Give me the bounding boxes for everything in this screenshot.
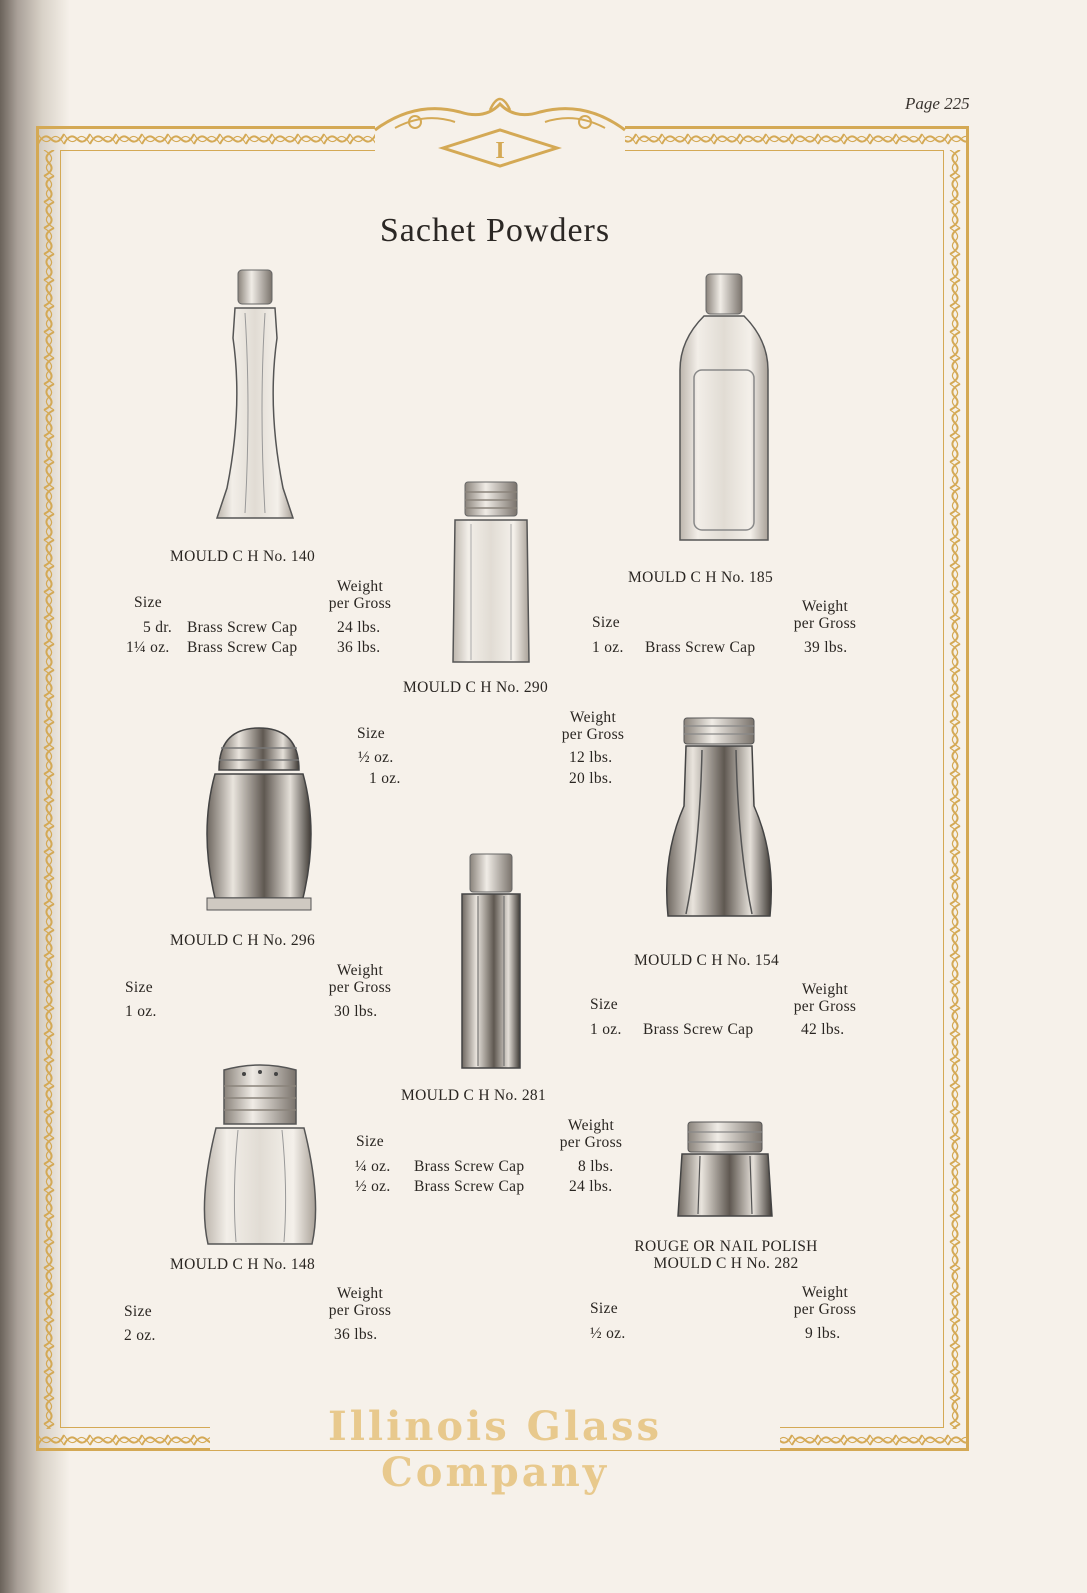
mould-296-label: MOULD C H No. 296 [170,932,316,949]
bottle-296-illustration [197,722,321,914]
rope-border-left [38,150,60,1429]
size-header: Size [125,979,153,996]
weight-header: Weight per Gross [328,578,392,612]
item-296-size-1: 1 oz. [125,1003,157,1020]
size-header: Size [590,996,618,1013]
item-140-weight-1: 24 lbs. [337,619,381,636]
page-title: Sachet Powders [379,212,611,249]
item-185-size-1: 1 oz. [592,639,624,656]
weight-header: Weight per Gross [793,598,857,632]
rope-border-right [944,150,966,1429]
item-281-size-1: ¼ oz. [355,1158,391,1175]
item-154-cap-1: Brass Screw Cap [643,1021,754,1038]
item-140-size-2: 1¼ oz. [126,639,170,656]
bottle-290-illustration [447,480,535,670]
crest-letter: I [495,138,505,164]
item-140-weight-2: 36 lbs. [337,639,381,656]
item-296-weight-1: 30 lbs. [334,1003,378,1020]
item-185-cap-1: Brass Screw Cap [645,639,756,656]
item-290-weight-1: 12 lbs. [569,749,613,766]
item-185-weight-1: 39 lbs. [804,639,848,656]
item-140-cap-1: Brass Screw Cap [187,619,298,636]
size-header: Size [356,1133,384,1150]
weight-header: Weight per Gross [559,1117,623,1151]
bottle-281-illustration [456,852,526,1074]
item-281-cap-2: Brass Screw Cap [414,1178,525,1195]
item-281-weight-2: 24 lbs. [569,1178,613,1195]
item-281-size-2: ½ oz. [355,1178,391,1195]
item-290-weight-2: 20 lbs. [569,770,613,787]
item-290-size-1: ½ oz. [358,749,394,766]
mould-148-label: MOULD C H No. 148 [170,1256,316,1273]
size-header: Size [590,1300,618,1317]
item-281-weight-1: 8 lbs. [578,1158,614,1175]
bottle-185-illustration [672,270,776,550]
size-header: Size [592,614,620,631]
gold-inner-border [60,150,944,1428]
crest-ornament [355,82,645,168]
weight-header: Weight per Gross [328,1285,392,1319]
bottle-148-illustration [196,1060,324,1252]
weight-header: Weight per Gross [793,981,857,1015]
size-header: Size [124,1303,152,1320]
item-148-weight-1: 36 lbs. [334,1326,378,1343]
mould-281-label: MOULD C H No. 281 [401,1087,547,1104]
size-header: Size [357,725,385,742]
weight-header: Weight per Gross [561,709,625,743]
item-154-size-1: 1 oz. [590,1021,622,1038]
item-140-size-1: 5 dr. [143,619,173,636]
page-number: Page 225 [905,94,970,113]
mould-140-label: MOULD C H No. 140 [170,548,316,565]
item-148-size-1: 2 oz. [124,1327,156,1344]
mould-290-label: MOULD C H No. 290 [403,679,549,696]
bottle-154-illustration [660,716,778,928]
weight-header: Weight per Gross [328,962,392,996]
item-281-cap-1: Brass Screw Cap [414,1158,525,1175]
bottle-140-illustration [205,268,305,528]
mould-185-label: MOULD C H No. 185 [628,569,774,586]
mould-154-label: MOULD C H No. 154 [634,952,780,969]
mould-282-label: ROUGE OR NAIL POLISH MOULD C H No. 282 [634,1238,818,1272]
company-name-footer: Illinois Glass Company [210,1404,780,1450]
item-282-weight-1: 9 lbs. [805,1325,841,1342]
item-282-size-1: ½ oz. [590,1325,626,1342]
weight-header: Weight per Gross [793,1284,857,1318]
size-header: Size [134,594,162,611]
item-140-cap-2: Brass Screw Cap [187,639,298,656]
item-290-size-2: 1 oz. [369,770,401,787]
bottle-282-illustration [674,1118,776,1224]
item-154-weight-1: 42 lbs. [801,1021,845,1038]
